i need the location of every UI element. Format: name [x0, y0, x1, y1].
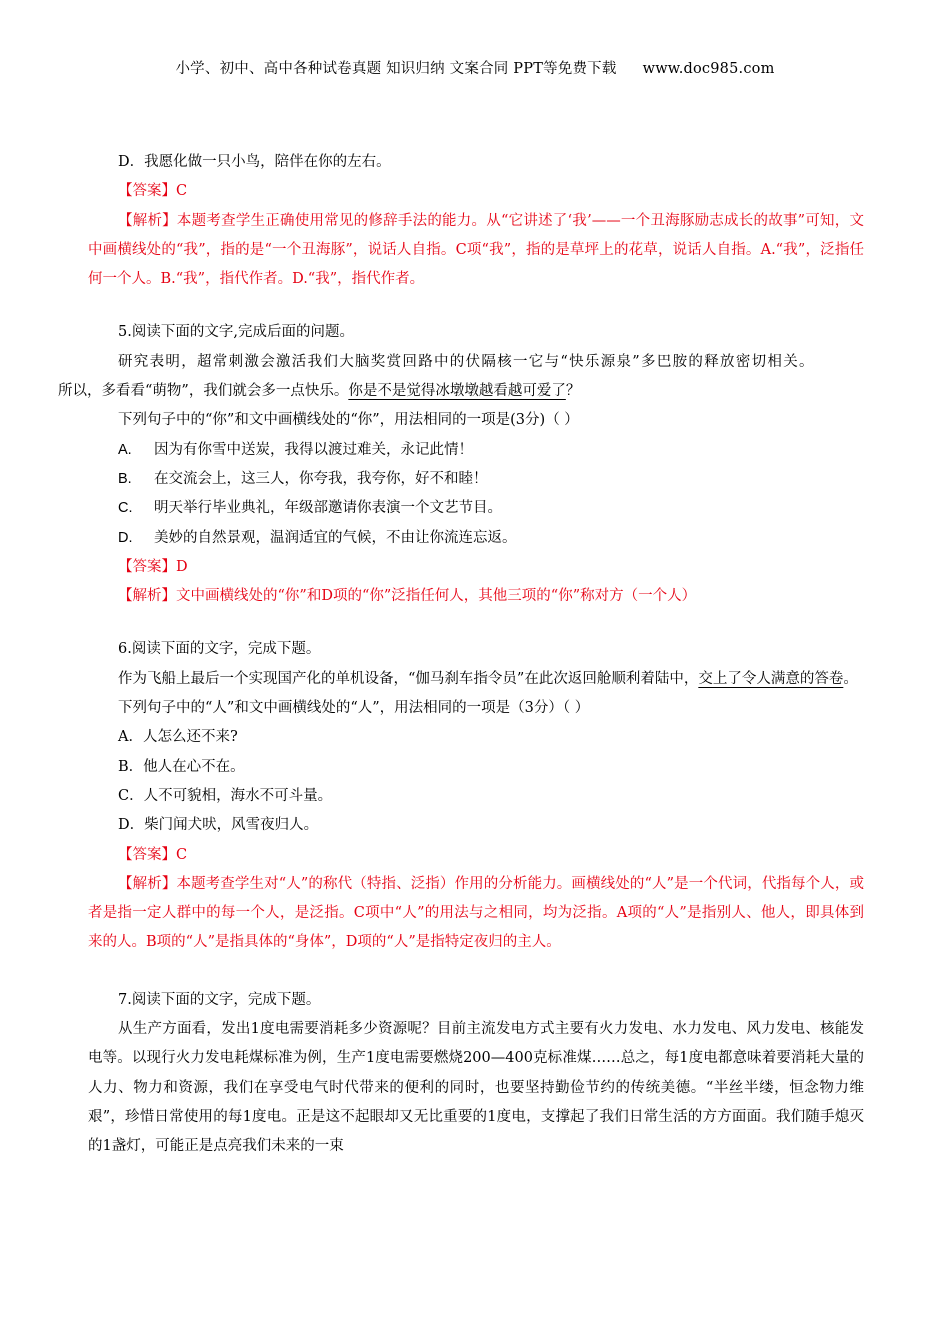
q5-title: 5.阅读下面的文字,完成后面的问题。 [118, 324, 354, 341]
q7-title: 7.阅读下面的文字，完成下题。 [118, 991, 321, 1008]
q6-option-b: B．他人在心不在。 [118, 758, 245, 775]
q6-analysis-text: 本题考查学生对“人”的称代（特指、泛指）作用的分析能力。画横线处的“人”是一个代词，代指每个人，或者是指一定人群中的每一个人，是泛指。C项中“人”的用法与之相同，均为泛指。A项的“人”是指别人、他人，即具体到来的人。B项的“人”是指具体的“身体”，D项的“人”是指特定夜归的主人。 [88, 875, 864, 951]
question-7 [88, 986, 864, 1162]
q5-passage-1: 研究表明，超常刺激会激活我们大脑奖赏回路中的伏隔核一它与“快乐源泉”多巴胺的释放密切相关。 [118, 353, 815, 370]
q5-answer: 【答案】D [118, 558, 188, 575]
q7-passage: 从生产方面看，发出1度电需要消耗多少资源呢？目前主流发电方式主要有火力发电、水力发电、风力发电、核能发电等。以现行火力发电耗煤标准为例，生产1度电需要燃烧200—400克标准煤……总之，每1度电都意味着要消耗大量的人力、物力和资源，我们在享受电气时代带来的便利的同时，也要坚持勤俭节约的传统美德。“半丝半缕，恒念物力维艰”，珍惜日常使用的每1度电。正是这不起眼却又无比重要的1度电，支撑起了我们日常生活的方方面面。我们随手熄灭的1盏灯，可能正是点亮我们未来的一束 [88, 1021, 864, 1155]
header-url[interactable]: www.doc985.com [642, 61, 775, 77]
document-body [58, 148, 864, 1162]
spacer [88, 294, 864, 318]
q6-analysis-tag: 【解析】 [118, 875, 177, 892]
q6-passage-end: 。 [843, 670, 858, 687]
q6-option-a: A．人怎么还不来? [118, 729, 238, 746]
q4-analysis-text: 本题考查学生正确使用常见的修辞手法的能力。从“它讲述了‘我’——一个丑海豚励志成长的故事”可知，文中画横线处的“我”，指的是“一个丑海豚”，说话人自指。C项“我”，指的是草坪上的花草，说话人自指。A.“我”，泛指任何一个人。B.“我”，指代作者。D.“我”，指代作者。 [88, 212, 864, 288]
q5-option-a-text: 因为有你雪中送炭，我得以渡过难关，永记此情！ [154, 441, 473, 458]
question-4 [88, 148, 864, 294]
question-6 [88, 635, 864, 957]
q5-passage-2-plain: 所以，多看看“萌物”，我们就会多一点快乐。 [58, 383, 349, 400]
q5-analysis [88, 582, 864, 611]
q5-option-a [88, 436, 864, 465]
q5-option-d-letter: D. [118, 529, 133, 546]
q6-underlined-phrase: 交上了令人满意的答卷 [698, 670, 844, 687]
q4-analysis-tag: 【解析】 [118, 212, 177, 229]
q6-title: 6.阅读下面的文字，完成下题。 [118, 641, 321, 658]
q6-passage-plain: 作为飞船上最后一个实现国产化的单机设备，“伽马刹车指令员”在此次返回舱顺利着陆中， [118, 670, 699, 687]
q6-passage [88, 665, 864, 694]
q5-passage-2 [58, 377, 864, 406]
q5-stem: 下列句子中的“你”和文中画横线处的“你”，用法相同的一项是(3分)（ ） [118, 412, 579, 429]
question-5 [58, 318, 864, 611]
q5-option-d [88, 524, 864, 553]
q6-option-d: D．柴门闻犬吠，风雪夜归人。 [118, 817, 319, 834]
q5-option-c [88, 494, 864, 523]
q5-underlined-sentence: 你是不是觉得冰墩墩越看越可爱了 [348, 383, 566, 400]
q5-option-a-letter: A. [118, 441, 132, 458]
q6-analysis [88, 870, 864, 958]
page-header [0, 57, 950, 78]
q5-option-b [88, 465, 864, 494]
q5-option-d-text: 美妙的自然景观，温润适宜的气候，不由让你流连忘返。 [154, 529, 517, 546]
q5-option-c-text: 明天举行毕业典礼，年级部邀请你表演一个文艺节目。 [154, 500, 502, 517]
q5-option-b-letter: B. [118, 470, 132, 487]
q5-passage-2-end: ？ [565, 383, 581, 400]
q6-option-c: C．人不可貌相，海水不可斗量。 [118, 787, 333, 804]
spacer [88, 611, 864, 635]
q4-option-d: D．我愿化做一只小鸟，陪伴在你的左右。 [118, 154, 391, 170]
header-text: 小学、初中、高中各种试卷真题 知识归纳 文案合同 PPT等免费下载 [175, 61, 617, 77]
q4-analysis [88, 207, 864, 295]
q5-option-c-letter: C. [118, 500, 133, 517]
q5-analysis-tag: 【解析】 [118, 588, 176, 605]
q5-option-b-text: 在交流会上，这三人，你夸我，我夸你，好不和睦！ [154, 470, 488, 487]
q6-answer: 【答案】C [118, 846, 188, 863]
spacer [88, 958, 864, 986]
q5-analysis-text: 文中画横线处的“你”和D项的“你”泛指任何人，其他三项的“你”称对方（一个人） [176, 588, 697, 605]
q4-answer: 【答案】C [118, 183, 188, 200]
q6-stem: 下列句子中的“人”和文中画横线处的“人”，用法相同的一项是（3分）（ ） [118, 700, 590, 717]
